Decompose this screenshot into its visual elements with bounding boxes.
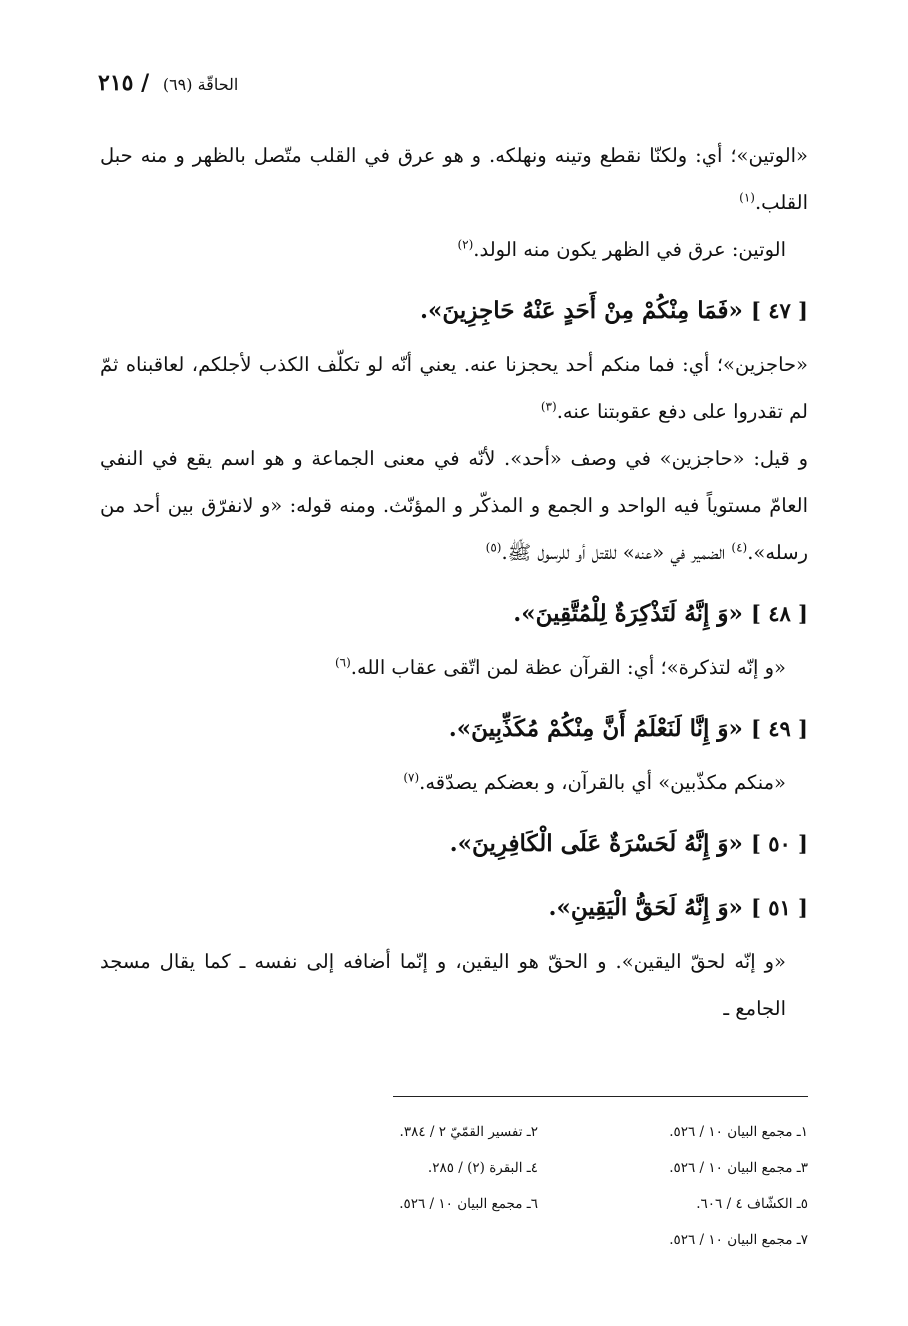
verse-number: [ ٥٠ ] [750,831,808,856]
footnote-divider [393,1096,808,1097]
footnote: ٥ـ الكشّاف ٤ / ٦٠٦. [696,1196,808,1212]
footnote-ref: (٤) [731,540,748,555]
footnote-ref: (١) [739,190,755,205]
page-number: / ٢١٥ [98,70,150,96]
commentary-paragraph: الوتين: عرق في الظهر يكون منه الولد.$^{(٢)}$ [457,237,786,261]
commentary-paragraph: «و إنّه لتذكرة»؛ أي: القرآن عظة لمن اتّقى عقاب الله.$^{(٦)}$ [334,655,786,679]
commentary-paragraph: «الوتين»؛ أي: ولكنّا نقطع وتينه ونهلكه. و هو عرق في القلب متّصل بالظهر و منه حبل القلب.$^{(١)}$ [100,144,808,214]
commentary-paragraph: «حاجزين»؛ أي: فما منكم أحد يحجزنا عنه. يعني أنّه لو تكلّف الكذب لأجلكم، لعاقبناه ثمّ لم تقدروا على دفع عقوبتنا عنه.$^{(٣)}$ [100,353,808,423]
running-header [98,70,238,96]
footnote: ٧ـ مجمع البيان ١٠ / ٥٢٦. [669,1232,808,1248]
verse-text: «وَ إِنَّهُ لَتَذْكِرَةٌ لِلْمُتَّقِينَ». [513,600,743,627]
verse-text: «وَ إِنَّا لَنَعْلَمُ أَنَّ مِنْكُمْ مُكَذِّبِينَ». [448,715,743,742]
verse-text: «فَمَا مِنْكُمْ مِنْ أَحَدٍ عَنْهُ حَاجِزِينَ». [420,297,743,324]
commentary-paragraph: «و إنّه لحقّ اليقين». و الحقّ هو اليقين، و إنّما أضافه إلى نفسه ـ كما يقال مسجد الجامع ـ [100,950,786,1020]
footnote: ٣ـ مجمع البيان ١٠ / ٥٢٦. [669,1160,808,1176]
footnote: ٢ـ تفسير القمّيّ ٢ / ٣٨٤. [399,1124,538,1140]
verse-number: [ ٤٩ ] [750,716,808,741]
footnote: ٦ـ مجمع البيان ١٠ / ٥٢٦. [399,1196,538,1212]
footnote: ٤ـ البقرة (٢) / ٢٨٥. [427,1160,538,1176]
main-text [100,132,808,1032]
verse-text: «وَ إِنَّهُ لَحَسْرَةٌ عَلَى الْكَافِرِينَ». [449,830,743,857]
footnote-ref: (٣) [540,399,557,414]
quran-verse [100,588,808,640]
commentary-paragraph: «منكم مكذّبين» أي بالقرآن، و بعضكم يصدّقه.$^{(٧)}$ [403,770,786,794]
chapter-title: الحاقّة (٦٩) [162,75,239,94]
verse-text: «وَ إِنَّهُ لَحَقُّ الْيَقِينِ». [548,894,743,921]
footnotes [288,1114,808,1258]
quran-verse [100,818,808,870]
footnote-ref: (٢) [457,237,474,252]
quran-verse [100,882,808,934]
quran-verse [100,285,808,337]
verse-number: [ ٤٨ ] [750,601,808,626]
verse-number: [ ٥١ ] [750,895,808,920]
footnote: ١ـ مجمع البيان ١٠ / ٥٢٦. [669,1124,808,1140]
footnote-ref: (٧) [403,770,420,785]
quran-verse [100,703,808,755]
commentary-paragraph: و قيل: «حاجزين» في وصف «أحد». لأنّه في معنى الجماعة و هو اسم يقع في النفي العامّ مستوياً فيه الواحد و الجمع و المذكّر و المؤنّث. ومنه قوله: «و لانفرّق بين أحد من رسله».$^{(٤)}$ الضمير في «عنه» للقتل أو للرسول ﷺ.$^{(٥)}$ [100,447,809,564]
footnote-ref: (٥) [485,540,502,555]
verse-number: [ ٤٧ ] [750,298,808,323]
footnote-ref: (٦) [334,655,351,670]
